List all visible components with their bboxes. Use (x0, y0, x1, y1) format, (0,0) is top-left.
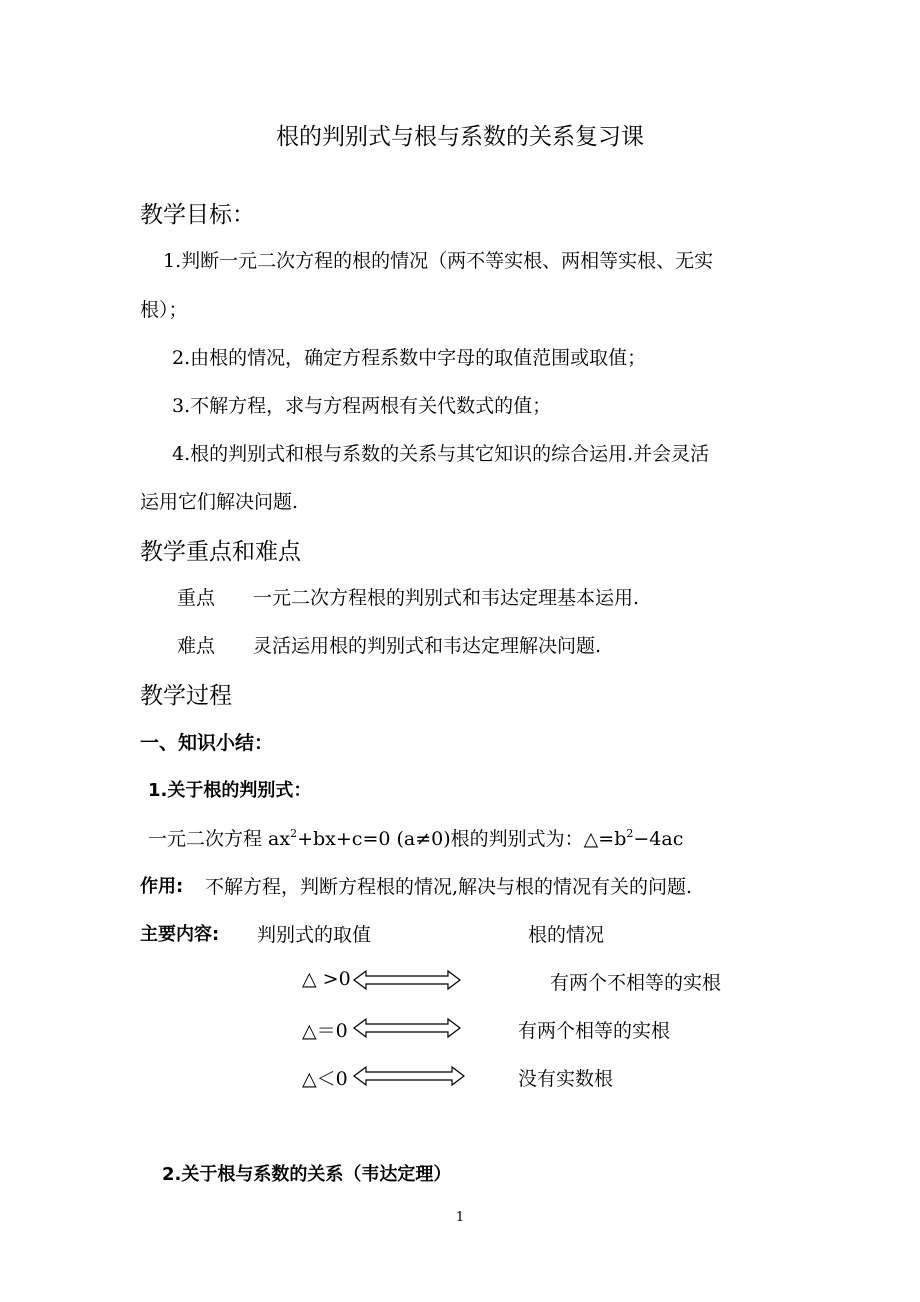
formula-prefix: 一元二次方程 ax (148, 828, 291, 850)
result-two-distinct-roots: 有两个不相等的实根 (550, 972, 722, 994)
usage-text: 不解方程，判断方程根的情况,解决与根的情况有关的问题. (205, 876, 693, 898)
objective-item-2: 2.由根的情况，确定方程系数中字母的取值范围或取值； (172, 347, 647, 369)
formula-exponent-1: 2 (290, 827, 298, 840)
column-root-situation: 根的情况 (528, 924, 605, 946)
formula-middle: +bx+c=0 (a≠0)根的判别式为：△=b (297, 828, 627, 850)
difficulty-text: 灵活运用根的判别式和韦达定理解决问题. (253, 635, 602, 657)
formula-suffix: −4ac (633, 828, 684, 850)
condition-negative: △＜0 (302, 1068, 348, 1090)
page-title: 根的判别式与根与系数的关系复习课 (276, 124, 644, 150)
difficulty-label: 难点 (177, 635, 216, 657)
column-discriminant-value: 判别式的取值 (257, 924, 372, 946)
key-label: 重点 (177, 587, 216, 609)
objective-item-1-line-2: 根）； (140, 299, 188, 321)
result-two-equal-roots: 有两个相等的实根 (518, 1020, 671, 1042)
objectives-heading: 教学目标： (140, 202, 255, 228)
main-content-label: 主要内容: (140, 924, 220, 945)
subsection-2-heading: 2.关于根与系数的关系（韦达定理） (162, 1164, 452, 1185)
result-no-real-roots: 没有实数根 (518, 1068, 614, 1090)
double-arrow-icon (352, 968, 462, 992)
objective-item-4-line-1: 4.根的判别式和根与系数的关系与其它知识的综合运用.并会灵活 (172, 443, 710, 465)
formula-exponent-2: 2 (626, 827, 634, 840)
condition-positive: △ >0 (302, 968, 351, 990)
keypoints-heading: 教学重点和难点 (140, 539, 301, 565)
condition-zero: △＝0 (302, 1020, 348, 1042)
discriminant-formula (148, 824, 683, 851)
key-text: 一元二次方程根的判别式和韦达定理基本运用. (253, 587, 640, 609)
double-arrow-icon (352, 1064, 466, 1088)
objective-item-3: 3.不解方程，求与方程两根有关代数式的值； (172, 395, 552, 417)
subsection-1-heading: 1.关于根的判别式： (148, 780, 312, 801)
process-heading: 教学过程 (140, 683, 232, 709)
section-1-heading: 一、知识小结： (140, 732, 274, 754)
double-arrow-icon (352, 1016, 462, 1040)
usage-label: 作用: (140, 876, 184, 897)
objective-item-4-line-2: 运用它们解决问题. (140, 491, 299, 513)
page-number: 1 (455, 1210, 465, 1225)
objective-item-1-line-1: 1.判断一元二次方程的根的情况（两不等实根、两相等实根、无实 (163, 250, 714, 272)
